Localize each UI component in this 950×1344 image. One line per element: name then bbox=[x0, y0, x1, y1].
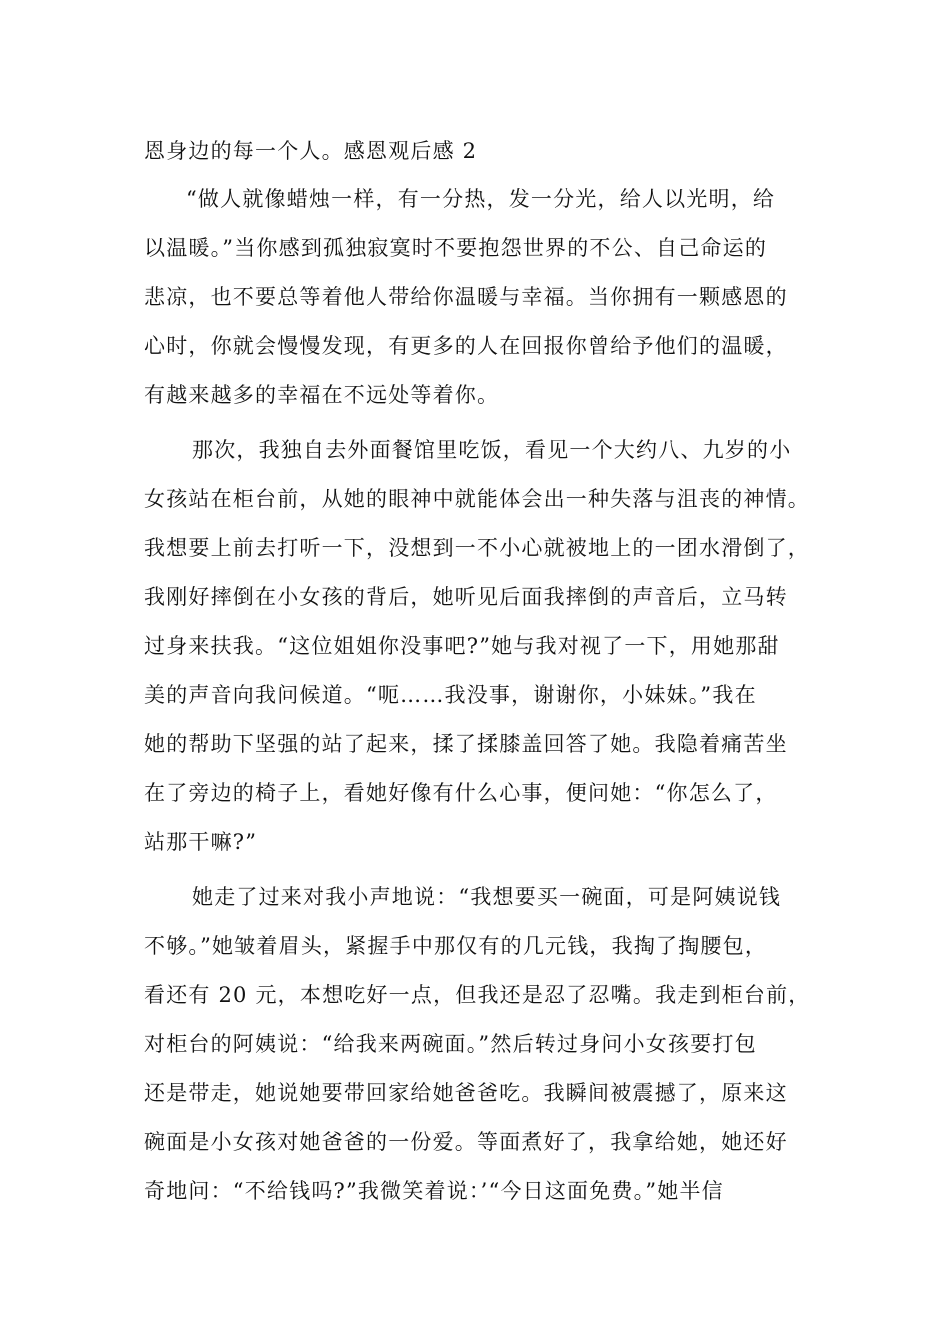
text-line-8: 女孩站在柜台前，从她的眼神中就能体会出一种失落与沮丧的神情。 bbox=[144, 487, 810, 511]
text-line-13: 她的帮助下坚强的站了起来，揉了揉膝盖回答了她。我隐着痛苦坐 bbox=[144, 732, 788, 756]
text-line-5: 心时，你就会慢慢发现，有更多的人在回报你曾给予他们的温暖， bbox=[144, 334, 788, 358]
text-line-17: 不够。”她皱着眉头，紧握手中那仅有的几元钱，我掏了掏腰包， bbox=[144, 934, 768, 958]
text-line-6: 有越来越多的幸福在不远处等着你。 bbox=[144, 383, 500, 407]
text-line-20: 还是带走，她说她要带回家给她爸爸吃。我瞬间被震撼了，原来这 bbox=[144, 1081, 788, 1105]
text-line-15: 站那干嘛?” bbox=[144, 830, 258, 854]
text-line-22: 奇地问：“不给钱吗?”我微笑着说：’“今日这面免费。”她半信 bbox=[144, 1179, 724, 1203]
text-line-10: 我刚好摔倒在小女孩的背后，她听见后面我摔倒的声音后，立马转 bbox=[144, 585, 788, 609]
text-line-9: 我想要上前去打听一下，没想到一不小心就被地上的一团水滑倒了， bbox=[144, 536, 810, 560]
text-line-11: 过身来扶我。“这位姐姐你没事吧?”她与我对视了一下，用她那甜 bbox=[144, 634, 780, 658]
text-line-21: 碗面是小女孩对她爸爸的一份爱。等面煮好了，我拿给她，她还好 bbox=[144, 1130, 788, 1154]
text-line-7: 那次，我独自去外面餐馆里吃饭，看见一个大约八、九岁的小 bbox=[192, 438, 792, 462]
text-line-16: 她走了过来对我小声地说：“我想要买一碗面，可是阿姨说钱 bbox=[192, 885, 782, 909]
text-line-3: 以温暖。”当你感到孤独寂寞时不要抱怨世界的不公、自己命运的 bbox=[144, 236, 768, 260]
text-line-19: 对柜台的阿姨说：“给我来两碗面。”然后转过身问小女孩要打包 bbox=[144, 1032, 757, 1056]
text-line-4: 悲凉，也不要总等着他人带给你温暖与幸福。当你拥有一颗感恩的 bbox=[144, 285, 788, 309]
text-line-18: 看还有 20 元，本想吃好一点，但我还是忍了忍嘴。我走到柜台前， bbox=[144, 983, 811, 1007]
text-line-12: 美的声音向我问候道。“呃……我没事，谢谢你，小妹妹。”我在 bbox=[144, 683, 757, 707]
text-line-1: 恩身边的每一个人。感恩观后感 2 bbox=[144, 139, 478, 163]
text-line-14: 在了旁边的椅子上，看她好像有什么心事，便问她：“你怎么了， bbox=[144, 781, 778, 805]
text-line-2: “做人就像蜡烛一样，有一分热，发一分光，给人以光明，给 bbox=[186, 187, 776, 211]
